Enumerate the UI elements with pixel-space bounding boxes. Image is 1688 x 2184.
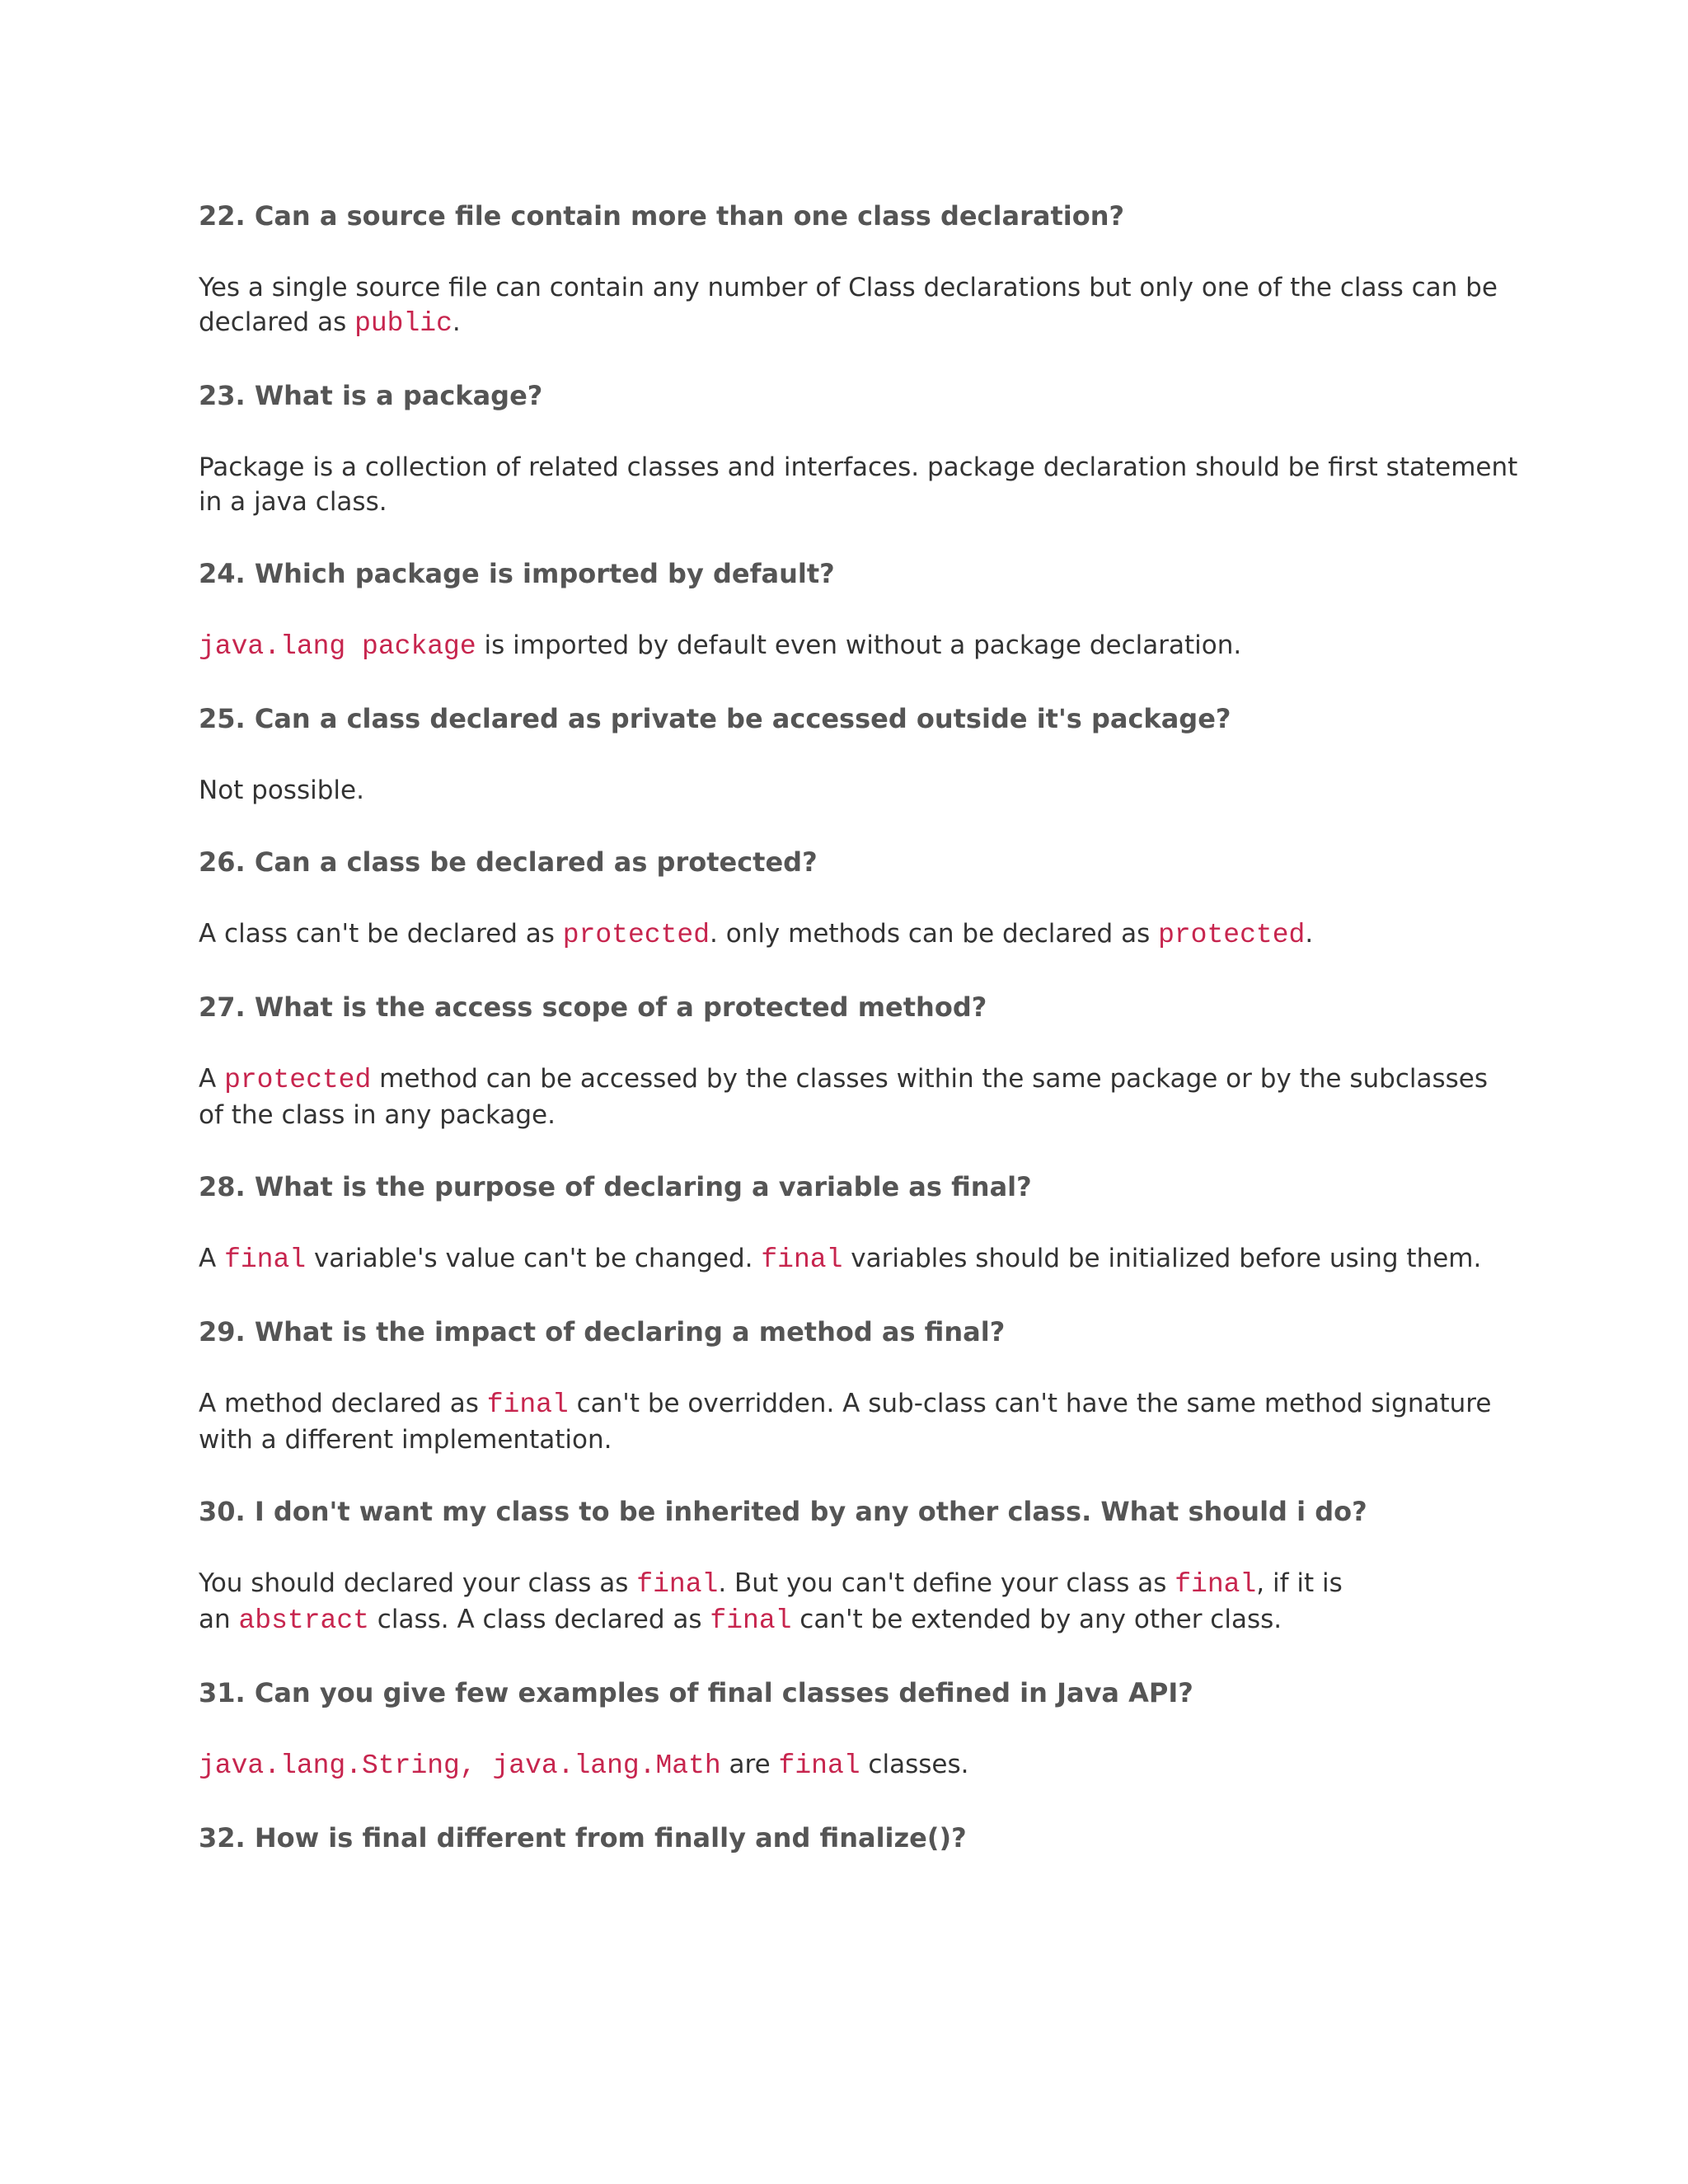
answer-text: declared as: [199, 307, 355, 337]
inline-code: protected: [224, 1065, 372, 1095]
inline-code: java.lang.String, java.lang.Math: [199, 1750, 721, 1781]
answer-line: [199, 1602, 1501, 1638]
answer-text: with a different implementation.: [199, 1425, 612, 1455]
inline-code: final: [778, 1750, 860, 1781]
answer-paragraph: [199, 1386, 1501, 1457]
answer-line: [199, 450, 1518, 485]
answer-paragraph: [199, 270, 1501, 341]
answer-paragraph: [199, 1566, 1501, 1638]
answer-text: are: [720, 1750, 779, 1779]
answer-paragraph: [199, 1062, 1501, 1132]
answer-text: .: [452, 307, 461, 337]
answer-line: [199, 1747, 1501, 1783]
answer-text: is imported by default even without a package declaration.: [476, 630, 1242, 660]
answer-line: [199, 305, 1501, 341]
document-page: [199, 198, 1518, 1856]
answer-text: .: [1305, 919, 1314, 949]
answer-text: class. A class declared as: [368, 1605, 710, 1634]
answer-text: . But you can't define your class as: [718, 1568, 1175, 1598]
answer-line: [199, 916, 1501, 953]
answer-text: Package is a collection of related classes and interfaces. package declaration should be first statement: [199, 452, 1518, 482]
question-heading: 28. What is the purpose of declaring a variable as final?: [199, 1171, 1032, 1202]
inline-code: protected: [1158, 920, 1306, 950]
answer-line: [199, 1241, 1501, 1277]
answer-text: method can be accessed by the classes within the same package or by the subclasses: [371, 1064, 1489, 1094]
answer-text: can't be extended by any other class.: [791, 1605, 1282, 1634]
question-heading: 22. Can a source file contain more than one class declaration?: [199, 200, 1125, 232]
answer-line: [199, 773, 1501, 808]
answer-paragraph: [199, 450, 1518, 519]
answer-paragraph: [199, 1241, 1501, 1277]
answer-paragraph: [199, 1747, 1501, 1783]
question-heading: 31. Can you give few examples of final classes defined in Java API?: [199, 1677, 1193, 1708]
answer-paragraph: [199, 916, 1501, 953]
inline-code: java.lang package: [199, 631, 476, 662]
answer-text: , if it is: [1256, 1568, 1343, 1598]
answer-text: Not possible.: [199, 776, 364, 805]
answer-paragraph: [199, 628, 1501, 664]
question-heading: 27. What is the access scope of a protected method?: [199, 991, 987, 1023]
question-heading: 30. I don't want my class to be inherited by any other class. What should i do?: [199, 1496, 1367, 1527]
inline-code: final: [636, 1569, 719, 1600]
answer-text: A: [199, 1064, 225, 1094]
inline-code: public: [354, 308, 452, 339]
answer-line: [199, 1566, 1501, 1602]
inline-code: abstract: [238, 1605, 369, 1636]
question-heading: 23. What is a package?: [199, 380, 543, 411]
inline-code: final: [224, 1244, 307, 1275]
answer-text: classes.: [860, 1750, 969, 1779]
answer-text: . only methods can be declared as: [710, 919, 1159, 949]
answer-text: an: [199, 1605, 239, 1634]
answer-text: of the class in any package.: [199, 1100, 556, 1130]
answer-line: [199, 270, 1501, 305]
answer-line: [199, 1062, 1501, 1098]
answer-text: variables should be initialized before using them.: [842, 1244, 1482, 1273]
question-heading: 25. Can a class declared as private be accessed outside it's package?: [199, 703, 1231, 734]
inline-code: final: [486, 1390, 569, 1420]
answer-text: variable's value can't be changed.: [306, 1244, 762, 1273]
answer-text: A class can't be declared as: [199, 919, 563, 949]
answer-text: in a java class.: [199, 487, 387, 517]
answer-line: [199, 628, 1501, 664]
answer-text: Yes a single source file can contain any number of Class declarations but only one of the class can be: [199, 273, 1498, 302]
inline-code: final: [710, 1605, 792, 1636]
answer-text: can't be overridden. A sub-class can't have the same method signature: [568, 1389, 1492, 1418]
answer-line: [199, 1098, 1501, 1132]
answer-text: A: [199, 1244, 225, 1273]
question-heading: 32. How is final different from finally and finalize()?: [199, 1822, 967, 1854]
question-heading: 24. Which package is imported by default?: [199, 558, 835, 589]
answer-line: [199, 485, 1501, 519]
question-heading: 29. What is the impact of declaring a method as final?: [199, 1316, 1006, 1347]
inline-code: final: [761, 1244, 843, 1275]
answer-line: [199, 1422, 1501, 1457]
inline-code: protected: [562, 920, 710, 950]
answer-text: A method declared as: [199, 1389, 487, 1418]
inline-code: final: [1175, 1569, 1257, 1600]
question-heading: 26. Can a class be declared as protected?: [199, 846, 818, 878]
answer-line: [199, 1386, 1501, 1422]
answer-paragraph: [199, 773, 1501, 808]
answer-text: You should declared your class as: [199, 1568, 637, 1598]
